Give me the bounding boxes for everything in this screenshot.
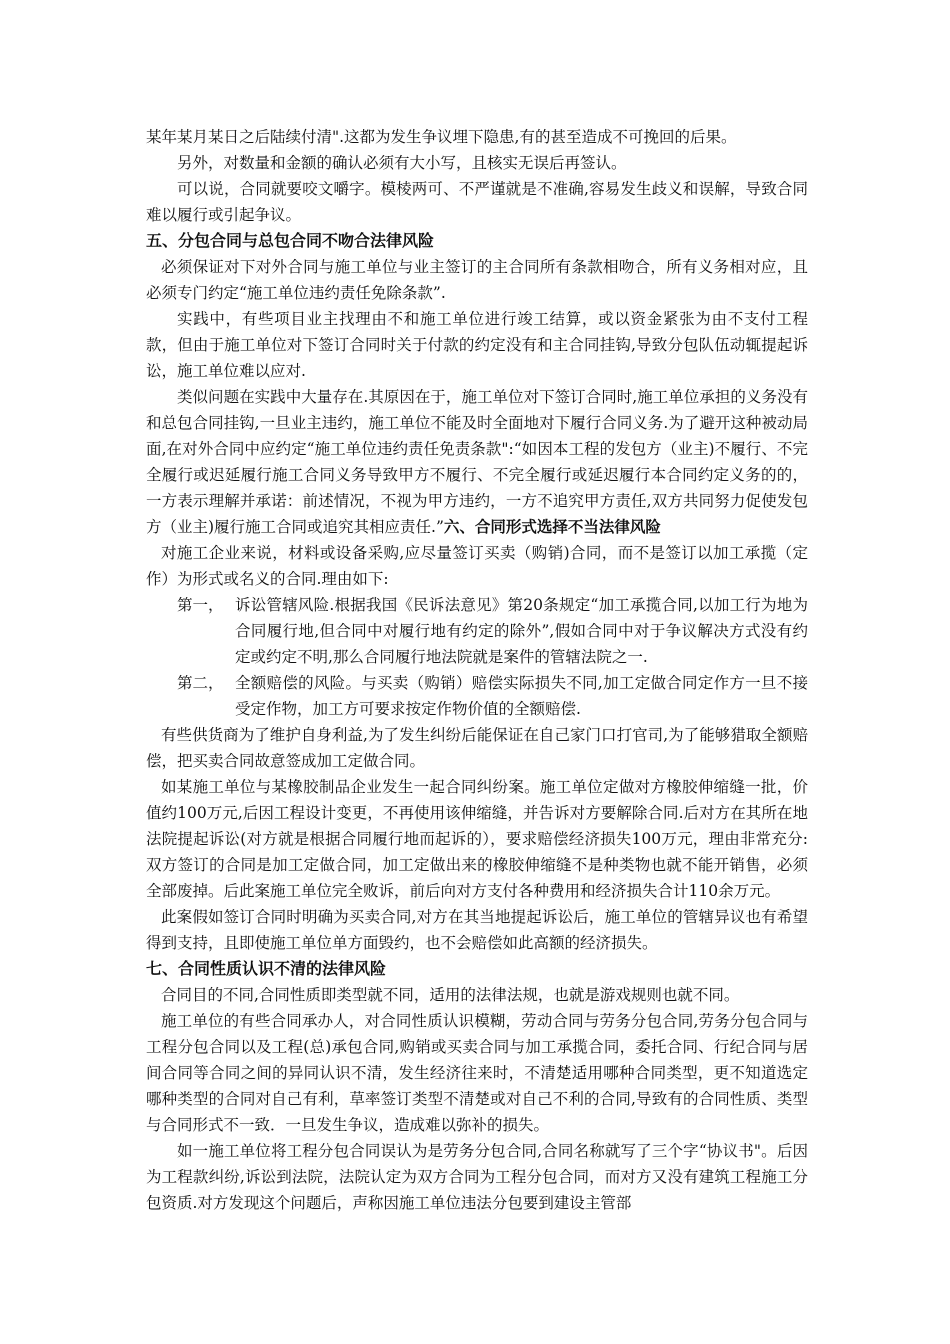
paragraph-similar-issues [146, 384, 808, 540]
paragraph-amount-confirmation: 另外，对数量和金额的确认必须有大小写，且核实无误后再签认。 [177, 154, 627, 172]
list-item [146, 670, 808, 722]
paragraph-contract-nature: 施工单位的有些合同承办人，对合同性质认识模糊，劳动合同与劳务分包合同,劳务分包合同与工程分包合同以及工程(总)承包合同,购销或买卖合同与加工承揽合同，委托合同、行纪合同与居间合同等合同之间的异同认识不清，发生经济往来时，不清楚适用哪种合同类型，更不知道选定哪种类型的合同对自己有利，草率签订类型不清楚或对自己不利的合同,导致有的合同性质、类型与合同形式不一致．一旦发生争议，造成难以弥补的损失。 [146, 1012, 808, 1134]
list-item-label: 第一， [177, 596, 224, 614]
paragraph-wording-precision: 可以说，合同就要咬文嚼字。模棱两可、不严谨就是不准确,容易发生歧义和误解，导致合同难以履行或引起争议。 [146, 180, 808, 224]
paragraph-misclassification-example: 如一施工单位将工程分包合同误认为是劳务分包合同,合同名称就写了三个字“协议书"。后因为工程款纠纷,诉讼到法院，法院认定为双方合同为工程分包合同，而对方又没有建筑工程施工分包资质.对方发现这个问题后，声称因施工单位违法分包要到建设主管部 [146, 1142, 808, 1212]
list-item-text: 全额赔偿的风险。与买卖（购销）赔偿实际损失不同,加工定做合同定作方一旦不接受定作物，加工方可要求按定作物价值的全额赔偿. [235, 674, 808, 718]
paragraph-practice: 实践中，有些项目业主找理由不和施工单位进行竣工结算，或以资金紧张为由不支付工程款，但由于施工单位对下签订合同时关于付款的约定没有和主合同挂钩,导致分包队伍动辄提起诉讼，施工单位难以应对. [146, 310, 808, 380]
paragraph-procurement: 对施工企业来说，材料或设备采购,应尽量签订买卖（购销)合同，而不是签订以加工承揽（定作）为形式或名义的合同.理由如下: [146, 544, 808, 588]
paragraph-contract-purpose: 合同目的不同,合同性质即类型就不同，适用的法律法规，也就是游戏规则也就不同。 [161, 986, 740, 1004]
paragraph-similar-issues-text: 类似问题在实践中大量存在.其原因在于，施工单位对下签订合同时,施工单位承担的义务没有和总包合同挂钩,一旦业主违约，施工单位不能及时全面地对下履行合同义务.为了避开这种被动局面,在对外合同中应约定“施工单位违约责任免责条款":“如因本工程的发包方（业主)不履行、不完全履行或迟延履行施工合同义务导致甲方不履行、不完全履行或延迟履行本合同约定义务的的，一方表示理解并承诺：前述情况，不视为甲方违约，一方不追究甲方责任,双方共同努力促使发包方（业主)履行施工合同或追究其相应责任.” [146, 388, 808, 536]
list-item-text: 诉讼管辖风险.根据我国《民诉法意见》第20条规定“加工承揽合同,以加工行为地为合同履行地,但合同中对履行地有约定的除外”,假如合同中对于争议解决方式没有约定或约定不明,那么合同履行地法院就是案件的管辖法院之一. [235, 596, 808, 666]
paragraph-case-example: 如某施工单位与某橡胶制品企业发生一起合同纠纷案。施工单位定做对方橡胶伸缩缝一批，价值约100万元,后因工程设计变更，不再使用该伸缩缝，并告诉对方要解除合同.后对方在其所在地法院提起诉讼(对方就是根据合同履行地而起诉的），要求赔偿经济损失100万元，理由非常充分:双方签订的合同是加工定做合同，加工定做出来的橡胶伸缩缝不是种类物也就不能开销售，必须全部废掉。后此案施工单位完全败诉，前后向对方支付各种费用和经济损失合计110余万元。 [146, 778, 808, 900]
paragraph-continuation: 某年某月某日之后陆续付清".这都为发生争议埋下隐患,有的甚至造成不可挽回的后果。 [146, 128, 737, 146]
paragraph-supplier-tactics: 有些供货商为了维护自身利益,为了发生纠纷后能保证在自己家门口打官司,为了能够猎取全额赔偿，把买卖合同故意签成加工定做合同。 [146, 726, 808, 770]
document-page [146, 124, 808, 1216]
list-item-label: 第二， [177, 674, 224, 692]
section-heading-6: 六、合同形式选择不当法律风险 [443, 518, 661, 536]
paragraph-case-conclusion: 此案假如签订合同时明确为买卖合同,对方在其当地提起诉讼后，施工单位的管辖异议也有希望得到支持，且即使施工单位单方面毁约，也不会赔偿如此高额的经济损失。 [146, 908, 808, 952]
section-heading-7: 七、合同性质认识不清的法律风险 [146, 959, 387, 978]
paragraph-clause-matching: 必须保证对下对外合同与施工单位与业主签订的主合同所有条款相吻合，所有义务相对应，且必须专门约定“施工单位违约责任免除条款”. [146, 258, 808, 302]
list-item [146, 592, 808, 670]
section-heading-5: 五、分包合同与总包合同不吻合法律风险 [146, 231, 435, 250]
